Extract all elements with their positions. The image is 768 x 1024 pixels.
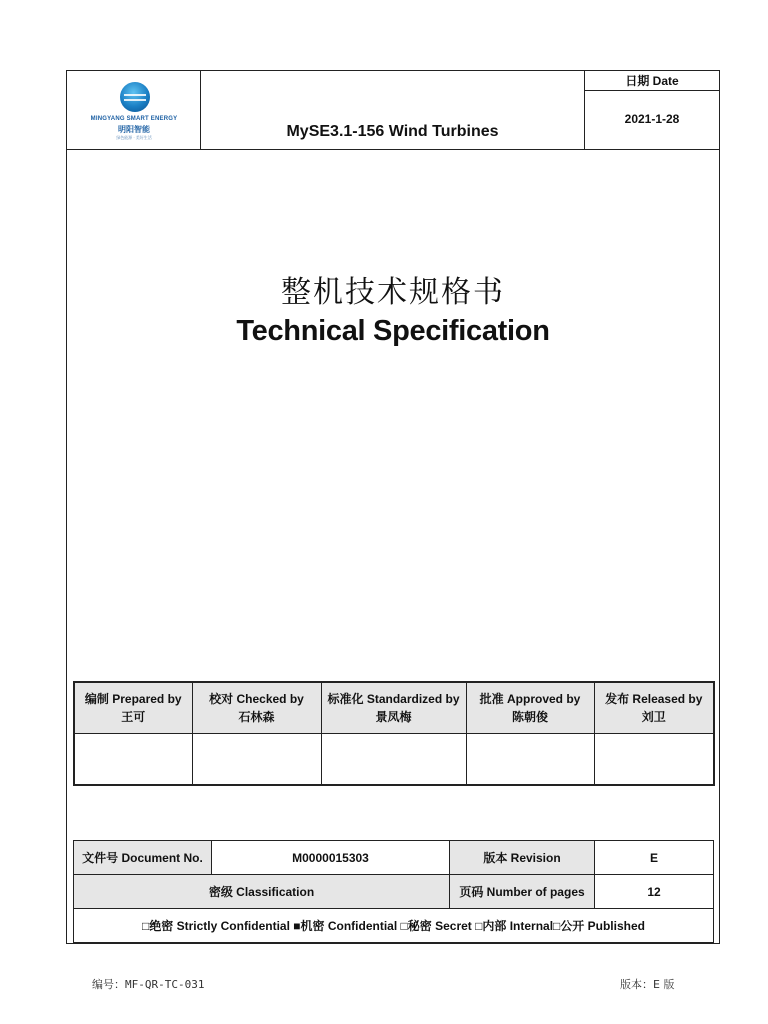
signature-released bbox=[594, 682, 714, 734]
signature-name: 王可 bbox=[121, 710, 146, 724]
signature-name: 石林森 bbox=[238, 710, 275, 724]
signature-blank-cell bbox=[466, 734, 594, 786]
document-info-table bbox=[73, 840, 714, 943]
title-cell bbox=[201, 71, 585, 149]
signature-role: 批准 Approved by bbox=[479, 692, 581, 706]
logo-brand-cn: 明阳智能 bbox=[118, 125, 150, 134]
signature-name: 陈朝俊 bbox=[511, 710, 548, 724]
signature-blank-cell bbox=[74, 734, 192, 786]
signature-standardized bbox=[321, 682, 466, 734]
footer-form-number: 编号：MF-QR-TC-031 bbox=[92, 978, 205, 991]
header-block bbox=[67, 71, 719, 150]
revision-label: 版本 Revision bbox=[450, 841, 595, 875]
signature-blank-cell bbox=[594, 734, 714, 786]
signature-blank-cell bbox=[192, 734, 321, 786]
company-logo-icon bbox=[120, 82, 150, 112]
signature-table bbox=[73, 681, 715, 786]
signature-role: 编制 Prepared by bbox=[84, 692, 182, 706]
doc-no-label: 文件号 Document No. bbox=[74, 841, 212, 875]
signature-checked bbox=[192, 682, 321, 734]
product-title: MySE3.1-156 Wind Turbines bbox=[286, 123, 499, 140]
document-title-cn: 整机技术规格书 bbox=[281, 275, 505, 310]
footer-version: 版本：E 版 bbox=[620, 978, 675, 991]
signature-approved bbox=[466, 682, 594, 734]
signature-role: 标准化 Standardized by bbox=[327, 692, 460, 706]
pages-value: 12 bbox=[595, 875, 714, 909]
logo-slogan: 绿色能源 · 美好生活 bbox=[116, 135, 152, 140]
classification-options: □绝密 Strictly Confidential ■机密 Confidential □秘密 Secret □内部 Internal□公开 Published bbox=[74, 909, 714, 943]
logo-brand-en: MINGYANG SMART ENERGY bbox=[90, 116, 178, 122]
signature-name: 景凤梅 bbox=[375, 710, 412, 724]
logo-cell bbox=[67, 71, 201, 149]
pages-label: 页码 Number of pages bbox=[450, 875, 595, 909]
revision-value: E bbox=[595, 841, 714, 875]
classification-label: 密级 Classification bbox=[74, 875, 450, 909]
doc-no-value: M0000015303 bbox=[212, 841, 450, 875]
signature-role: 发布 Released by bbox=[605, 692, 703, 706]
signature-name: 刘卫 bbox=[641, 710, 666, 724]
page-frame bbox=[66, 70, 720, 944]
signature-blank-cell bbox=[321, 734, 466, 786]
signature-role: 校对 Checked by bbox=[209, 692, 304, 706]
date-label: 日期 Date bbox=[585, 71, 719, 91]
document-title-en: Technical Specification bbox=[236, 315, 550, 347]
date-value: 2021-1-28 bbox=[624, 112, 680, 126]
signature-prepared bbox=[74, 682, 192, 734]
